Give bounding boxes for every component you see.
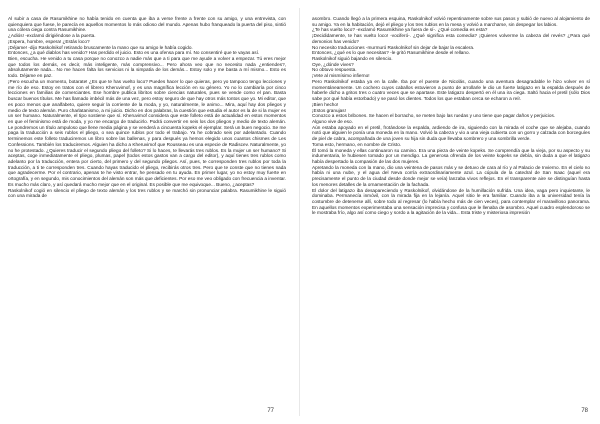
paragraph: Al subir a casa de Rasumikhine no había tenido en cuenta que iba a verse frente a frente con su amigo, y una entrevista, con quienquiera que fuese, le parecía en aquellos momentos lo más odioso del mundo. Apenas hubo franqueado la puerta del piso, sintió una cólera ciega contra Rasumikhine. [8,16,286,33]
paragraph: ¡Espera, hombre, espera! ¿Estás loco? [8,38,90,44]
paragraph: Alguno vive de eso. [312,118,353,124]
paragraph: ¡Estos granujas! [312,107,346,113]
right-page-text [312,16,590,216]
paragraph: ¿Te has vuelto loco? -exclamó Rasumikhine ya fuera de sí-. ¿Qué comedia es esta? [312,27,488,33]
paragraph: Aún estaba apoyado en el pretil, frotándose la espalda, ardiendo de ira, siguiendo con la mirada el coche que se alejaba, cuando notó que alguien le ponía una moneda en la mano. Volvió la cabeza y vio a una vieja cubierta con un gorro y calzada con borceguíes de piel de cabra, acompañada de una joven su hija sin duda que llevaba sombrero y una sombrilla verde. [312,124,590,142]
page-number-left: 77 [267,408,274,414]
paragraph: Toma esto, hermano, en nombre de Cristo. [312,141,402,147]
page-number-right: 78 [581,408,588,414]
page-gutter [299,8,300,416]
paragraph: Raskolnikof siguió bajando en silencio. [312,56,393,62]
paragraph: ¡Vete al mismísimo infierno! [312,73,370,79]
paragraph: No necesito traducciones -murmuró Raskolnikof sin dejar de bajar la escalera. [312,44,475,50]
paragraph: Conozco a estos bribones. Se hacen el borracho, se meten bajo las ruedas y uno tiene que pagar daños y perjuicios. [312,113,556,119]
paragraph: Entonces, ¿qué es lo que necesitas? -le gritó Rasumikhine desde el rellano. [312,50,470,56]
paragraph: No obtuvo respuesta. [312,67,357,73]
paragraph: ¿Adiós! -exclamó dirigiéndose a la puerta. [8,33,96,39]
paragraph: Raskolnikof cogió en silencio el pliego de texto alemán y los tres rublos y se marchó sin pronunciar palabra. Rasumikhine le siguió con una mirada de [8,187,286,199]
left-page-text [8,16,286,199]
paragraph: Oye, ¿dónde vives? [312,61,354,67]
paragraph: Él tomó la moneda y ellas continuaron su camino. Era una pieza de veinte kopeks. Se comprendía que la vieja, por su aspecto y su indumentaria, le hubiesen tomado por un mendigo. La generosa ofrenda de los veinte kopeks se debía, sin duda a que el latigazo había despertado la compasión de las dos mujeres. [312,147,590,164]
paragraph: Bien, escucha. He venido a tu casa porque no conozco a nadie más que a ti para que me ayude a volver a empezar. Tú eres mejor que todos los demás, es decir, más inteligente, más comprensivo... Pero ahora veo que no necesito nada ¿entiendes?, absolutamente nada... No me hacen falta los servicios ni la simpatía de los demás... Estoy solo y me basta a mí mismo... Esto es todo. Déjame en paz. [8,56,286,79]
paragraph: ¡Pero escucha un momento, botarate! ¿Es que te has vuelto loco? Puedes hacer lo que quieras, pero yo tampoco tengo lecciones y me río de eso. Estoy en tratos con el librero Kheruvimof, y es una magnífica lección en su género. Yo no lo cambiaría por cinco lecciones en familias de comerciantes. Ese hombre publica libritos sobre ciencias naturales, pues se vende como el pan. Basta buscar buenos títulos. Me has llamado imbécil más de una vez, pero estoy seguro de que hay otros más tontos que yo. Mi editor, que es poco menos que analfabeto, quiere seguir la corriente de la moda, y yo, naturalmente, le animo... Mira, aquí hay dos pliegos y medio de texto alemán. Puro charlatanismo, a mi juicio. Dicho en dos palabras, la cuestión que estudia el autor es la de si la mujer es un ser humano. Naturalmente, el tipo sostiene que sí. Kheruvimof considera que este folleto está de actualidad en estos momentos en que el feminismo está de moda, y yo me encargo de traducirlo. Podrá convertir en seis los dos pliegos y medio de texto alemán. Le pondremos un título ampuloso que llene media página y se venderá a cincuenta kopeks el ejemplar. Será un buen negocio. Se me paga la traducción a seis rublos el pliego, o sea quince rublos por todo el trabajo. Ya he cobrado seis por adelantado. Cuando terminemos este folleto traduciremos un libro sobre las ballenas, y para después ya hemos elegido unos cuantos chismes de Les Confessions. También los traduciremos. Alguien ha dicho a Kheruvimof que Rousseau es una especie de Radiscev. Naturalmente, yo no he protestado. ¿Quieres traducir el segundo pliego del folleto? Si lo haces, te llevarás tres rublos. Es la mujer un ser humano? Si aceptas, coge inmediatamente el pliego, plumas, papel (todos estos gastos van a cargo del editor), y aquí tienes tres rublos como adelanto por la traducción, entera por cierto, del primero y del segundo pliegos. Así, pues, te corresponden tres rublos por toda la traducción, a ti te corresponden tres. Cuando hayas traducido el pliego, recibirás otros tres. Pero que te conste que no tienes nada que agradecerme. Por el contrario, apenas te he visto entrar, he pensado en tu ayuda. En primer lugar, yo no estoy muy fuerte en ortografía, y en segundo, mis conocimientos del alemán son más que deficientes. Por eso me veo obligado con frecuencia a inventar. Es mucho más claro, y así quedará mucho mejor que en el original. Es posible que me equivoque... Bueno, ¿aceptas? [8,78,286,187]
right-page [312,16,590,414]
left-page [8,16,286,414]
paragraph: asombro. Cuando llegó a la primera esquina, Raskolnikof volvió repentinamente sobre sus pasos y subió de nuevo al alojamiento de su amigo. Ya en la habitación, dejó el pliego y los tres rublos en la mesa y volvió a marcharse, sin despegar los labios. [312,16,590,27]
paragraph: Entonces, ¿a qué diablos has venido? Has perdido el juicio. Esto es una ofensa para mí. No consentiré que te vayas así. [8,50,260,56]
paragraph: ¡Bien hecho! [312,101,339,107]
paragraph: El dolor del latigazo iba desapareciendo y Raskolnikof, olvidándose de la humillación sufrida. Una idea, vaga pero inquietante, le dominaba. Permanecía inmóvil, con la mirada fija en la lejanía. Aquel sitio le era familiar. Cuando iba a la universidad tenía la costumbre de detenerse allí, sobre todo al regresar (lo había hecho más de cien veces), para contemplar el maravilloso panorama. En aquellos momentos experimentaba una sensación imprecisa y confusa que le llenaba de asombro. Aquel cuadro esplendoroso se le mostraba frío, algo así como ciego y sordo a la agitación de la vida... Esta triste y misteriosa impresión [312,187,590,216]
paragraph: Apretando la moneda con la mano, dio una veintena de pasos más y se detuvo de cara al río y al Palacio de Invierno. En el cielo no había ni una nube, y el agua del Neva corría extraordinariamente azul. La cúpula de la catedral de San Isaac (aquel era precisamente el punto de la ciudad desde donde mejor se veía) lanzaba vivos reflejos. En el transparente aire se distinguían hasta los menores detalles de la ornamentación de la fachada. [312,164,590,187]
paragraph: ¡Déjame! -dijo Raskolnikof retirando bruscamente la mano que su amigo le había cogido. [8,44,193,50]
paragraph: ¡Decididamente, te has vuelto loco! -vociferó-. ¿Qué significa esta comedia? ¡Quieres volverme la cabeza del revés? ¿Para qué demonios has venido? [312,33,590,44]
paragraph: Pero Raskolnikof estaba ya en la calle. Iba por el puente de Nicolás, cuando una aventura desagradable le hizo volver en sí momentáneamente. Un cochero cuyos caballos estuvieron a punto de arrollarle le dio un fuerte latigazo en la espalda después de haberle dicho a gritos tres o cuatro veces que se apartase. Este latigazo despertó en él una ira ciega. Saltó hacia el pretil (sólo Dios sabe por qué había estorbado) y se pasó los dientes. Todos los que estaban cerca se echaron a reír. [312,78,590,102]
